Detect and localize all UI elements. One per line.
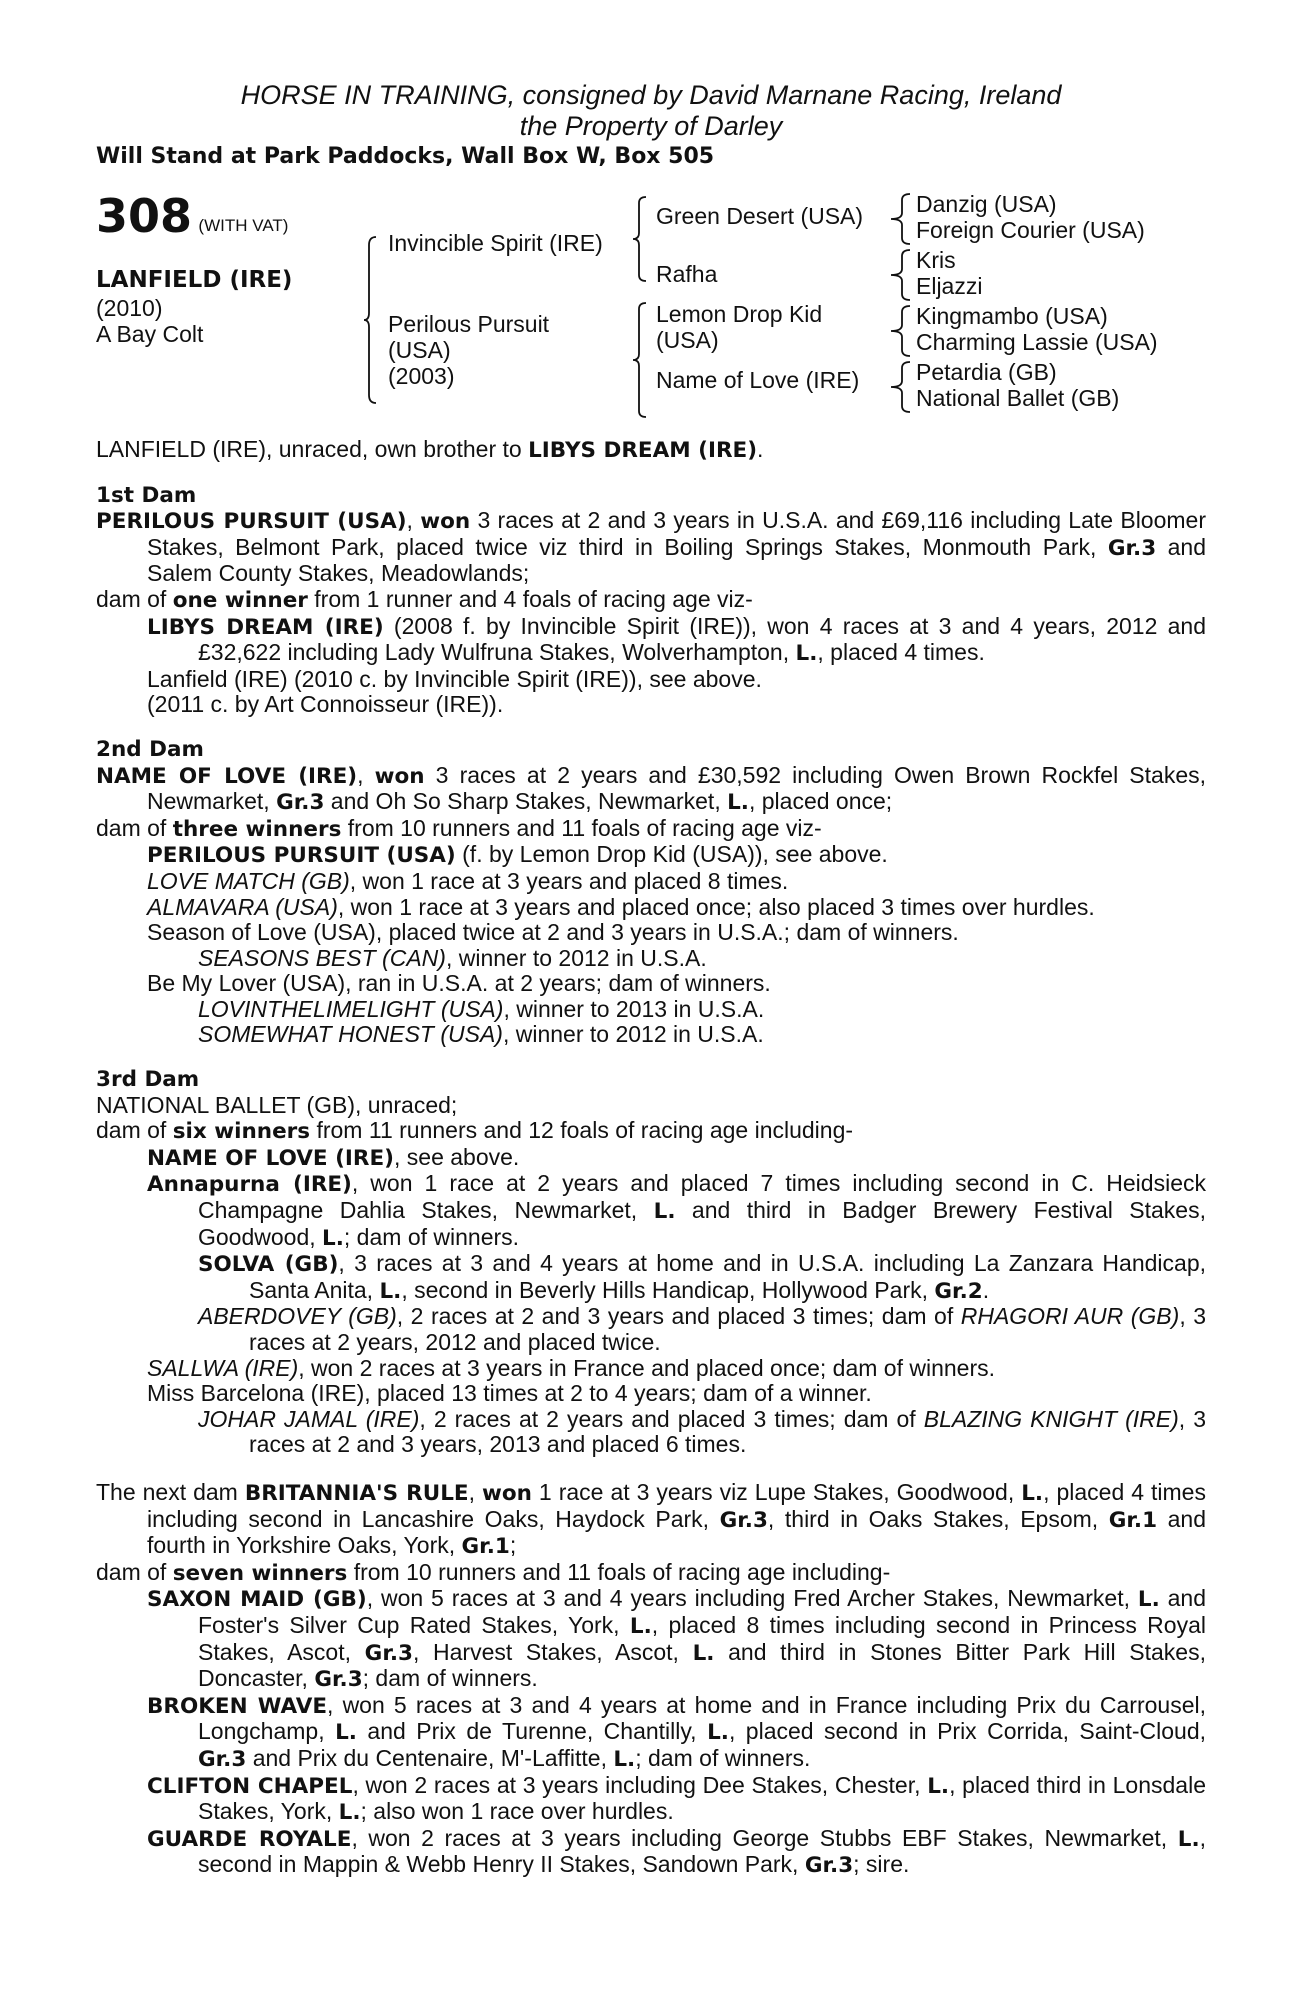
second-dam-heading: 2nd Dam: [96, 736, 204, 762]
first-dam-heading: 1st Dam: [96, 482, 197, 508]
third-dam-produce-item: Annapurna (IRE), won 1 race at 2 years and placed 7 times including second in C. Heidsieck Champagne Dahlia Stakes, Newmarket, L. and third in Badger Brewery Festival Stakes, Goodwood, L.; dam of winners.: [147, 1170, 1206, 1251]
pedigree-brace-sire: [630, 195, 650, 285]
first-dam-record: PERILOUS PURSUIT (USA), won 3 races at 2 and 3 years in U.S.A. and £69,116 including Late Bloomer Stakes, Belmont Park, placed twice viz third in Boiling Springs Stakes, Monmouth Park, Gr.3 and Salem County Stakes, Meadowlands;: [96, 507, 1207, 587]
horse-description: A Bay Colt: [96, 321, 204, 347]
first-dam-produce-summary: dam of one winner from 1 runner and 4 foals of racing age viz-: [96, 585, 753, 613]
pedigree-table: [96, 189, 1206, 437]
pedigree-brace-main: [362, 235, 382, 405]
third-dam-record: NATIONAL BALLET (GB), unraced;: [96, 1091, 458, 1118]
second-dam-produce-item: PERILOUS PURSUIT (USA) (f. by Lemon Drop Kid (USA)), see above.: [147, 841, 888, 869]
third-dam-produce-item: NAME OF LOVE (IRE), see above.: [147, 1143, 520, 1171]
page-header: [96, 80, 1206, 142]
first-dam-produce-item: (2011 c. by Art Connoisseur (IRE)).: [147, 691, 504, 718]
second-dam-produce-item: Season of Love (USA), placed twice at 2 and 3 years in U.S.A.; dam of winners.: [147, 919, 959, 946]
third-dam-grandproduce-item: SOLVA (GB), 3 races at 3 and 4 years at home and in U.S.A. including La Zanzara Handicap, Santa Anita, L., second in Beverly Hills Handicap, Hollywood Park, Gr.2.: [198, 1250, 1206, 1304]
dam-name-line1: Perilous Pursuit: [388, 311, 550, 337]
dam-name-line2: (USA): [388, 337, 451, 363]
third-dam-grandproduce-item: JOHAR JAMAL (IRE), 2 races at 2 years and placed 3 times; dam of BLAZING KNIGHT (IRE), 3 races at 2 and 3 years, 2013 and placed 6 times.: [198, 1405, 1207, 1458]
third-dam-grandproduce-item: ABERDOVEY (GB), 2 races at 2 and 3 years and placed 3 times; dam of RHAGORI AUR (GB), 3 races at 2 years, 2012 and placed twice.: [198, 1303, 1206, 1355]
next-dam-produce-summary: dam of seven winners from 10 runners and 11 foals of racing age including-: [96, 1558, 891, 1586]
pedigree-brace-dd: [888, 359, 914, 415]
sire-sire-sire: Danzig (USA): [916, 191, 1057, 217]
next-dam-produce-item: SAXON MAID (GB), won 5 races at 3 and 4 years including Fred Archer Stakes, Newmarket, L. and Foster's Silver Cup Rated Stakes, York, L., placed 8 times including second in Princess Royal Stakes, Ascot, Gr.3, Harvest Stakes, Ascot, L. and third in Stones Bitter Park Hill Stakes, Doncaster, Gr.3; dam of winners.: [147, 1585, 1206, 1693]
first-dam-produce-item: Lanfield (IRE) (2010 c. by Invincible Spirit (IRE)), see above.: [147, 665, 762, 692]
second-dam-grandproduce-item: SEASONS BEST (CAN), winner to 2012 in U.S.A.: [198, 944, 707, 971]
intro-line: LANFIELD (IRE), unraced, own brother to LIBYS DREAM (IRE).: [96, 436, 764, 463]
second-dam-record: NAME OF LOVE (IRE), won 3 races at 2 years and £30,592 including Owen Brown Rockfel Stakes, Newmarket, Gr.3 and Oh So Sharp Stakes, Newmarket, L., placed once;: [96, 761, 1207, 816]
header-subtitle: the Property of Darley: [519, 111, 783, 141]
next-dam-produce-item: BROKEN WAVE, won 5 races at 3 and 4 years at home and in France including Prix du Carrousel, Longchamp, L. and Prix de Turenne, Chantilly, L., placed second in Prix Corrida, Saint-Cloud, Gr.3 and Prix du Centenaire, M'-Laffitte, L.; dam of winners.: [147, 1691, 1207, 1772]
dam-sire-dam: Charming Lassie (USA): [916, 329, 1158, 355]
pedigree-brace-ss: [888, 191, 914, 247]
pedigree-brace-ds: [888, 303, 914, 359]
third-dam-produce-summary: dam of six winners from 11 runners and 12 foals of racing age including-: [96, 1117, 854, 1145]
second-dam-produce-summary: dam of three winners from 10 runners and 11 foals of racing age viz-: [96, 814, 822, 842]
dam-dam-sire: Petardia (GB): [916, 359, 1057, 385]
third-dam-produce-item: Miss Barcelona (IRE), placed 13 times at 2 to 4 years; dam of a winner.: [147, 1380, 872, 1407]
pedigree-brace-dam: [630, 301, 650, 421]
pedigree-brace-sd: [888, 247, 914, 303]
header-title: HORSE IN TRAINING, consigned by David Marnane Racing, Ireland: [240, 80, 1062, 110]
next-dam-record: The next dam BRITANNIA'S RULE, won 1 race at 3 years viz Lupe Stakes, Goodwood, L., placed 4 times including second in Lancashire Oaks, Haydock Park, Gr.3, third in Oaks Stakes, Epsom, Gr.1 and fourth in Yorkshire Oaks, York, Gr.1;: [96, 1478, 1207, 1560]
third-dam-produce-item: SALLWA (IRE), won 2 races at 3 years in France and placed once; dam of winners.: [147, 1354, 996, 1381]
stand-location: Will Stand at Park Paddocks, Wall Box W, Box 505: [96, 144, 715, 169]
sire-dam-dam: Eljazzi: [916, 273, 983, 299]
second-dam-produce-item: ALMAVARA (USA), won 1 race at 3 years and placed once; also placed 3 times over hurdles.: [147, 893, 1095, 920]
lot-number-line: [96, 189, 289, 243]
second-dam-produce-item: LOVE MATCH (GB), won 1 race at 3 years and placed 8 times.: [147, 867, 789, 894]
vat-note: (WITH VAT): [198, 215, 289, 235]
next-dam-produce-item: CLIFTON CHAPEL, won 2 races at 3 years including Dee Stakes, Chester, L., placed third in Lonsdale Stakes, York, L.; also won 1 race over hurdles.: [147, 1771, 1206, 1826]
sire-dam-sire: Kris: [916, 247, 956, 273]
second-dam-grandproduce-item: SOMEWHAT HONEST (USA), winner to 2012 in U.S.A.: [198, 1021, 764, 1048]
second-dam-produce-item: Be My Lover (USA), ran in U.S.A. at 2 years; dam of winners.: [147, 970, 771, 997]
dam-dam: Name of Love (IRE): [656, 367, 860, 393]
first-dam-produce-item: LIBYS DREAM (IRE) (2008 f. by Invincible Spirit (IRE)), won 4 races at 3 and 4 years, 2012 and £32,622 including Lady Wulfruna Stakes, Wolverhampton, L., placed 4 times.: [147, 612, 1206, 667]
dam-sire-sire: Kingmambo (USA): [916, 303, 1108, 329]
sire-sire: Green Desert (USA): [656, 203, 864, 229]
dam-sire-line1: Lemon Drop Kid: [656, 301, 823, 327]
sire-sire-dam: Foreign Courier (USA): [916, 217, 1145, 243]
sire-name: Invincible Spirit (IRE): [388, 230, 603, 256]
horse-name: LANFIELD (IRE): [96, 267, 293, 293]
next-dam-produce-item: GUARDE ROYALE, won 2 races at 3 years including George Stubbs EBF Stakes, Newmarket, L., second in Mappin & Webb Henry II Stakes, Sandown Park, Gr.3; sire.: [147, 1824, 1207, 1879]
dam-dam-dam: National Ballet (GB): [916, 385, 1120, 411]
sire-dam: Rafha: [656, 261, 718, 287]
catalogue-body: [96, 437, 1206, 1879]
foaling-year: (2010): [96, 295, 163, 321]
dam-foaling-year: (2003): [388, 363, 455, 389]
dam-sire-line2: (USA): [656, 327, 719, 353]
third-dam-heading: 3rd Dam: [96, 1067, 200, 1093]
catalogue-page: [96, 80, 1206, 1879]
second-dam-grandproduce-item: LOVINTHELIMELIGHT (USA), winner to 2013 in U.S.A.: [198, 995, 765, 1022]
lot-number: 308: [96, 189, 193, 243]
